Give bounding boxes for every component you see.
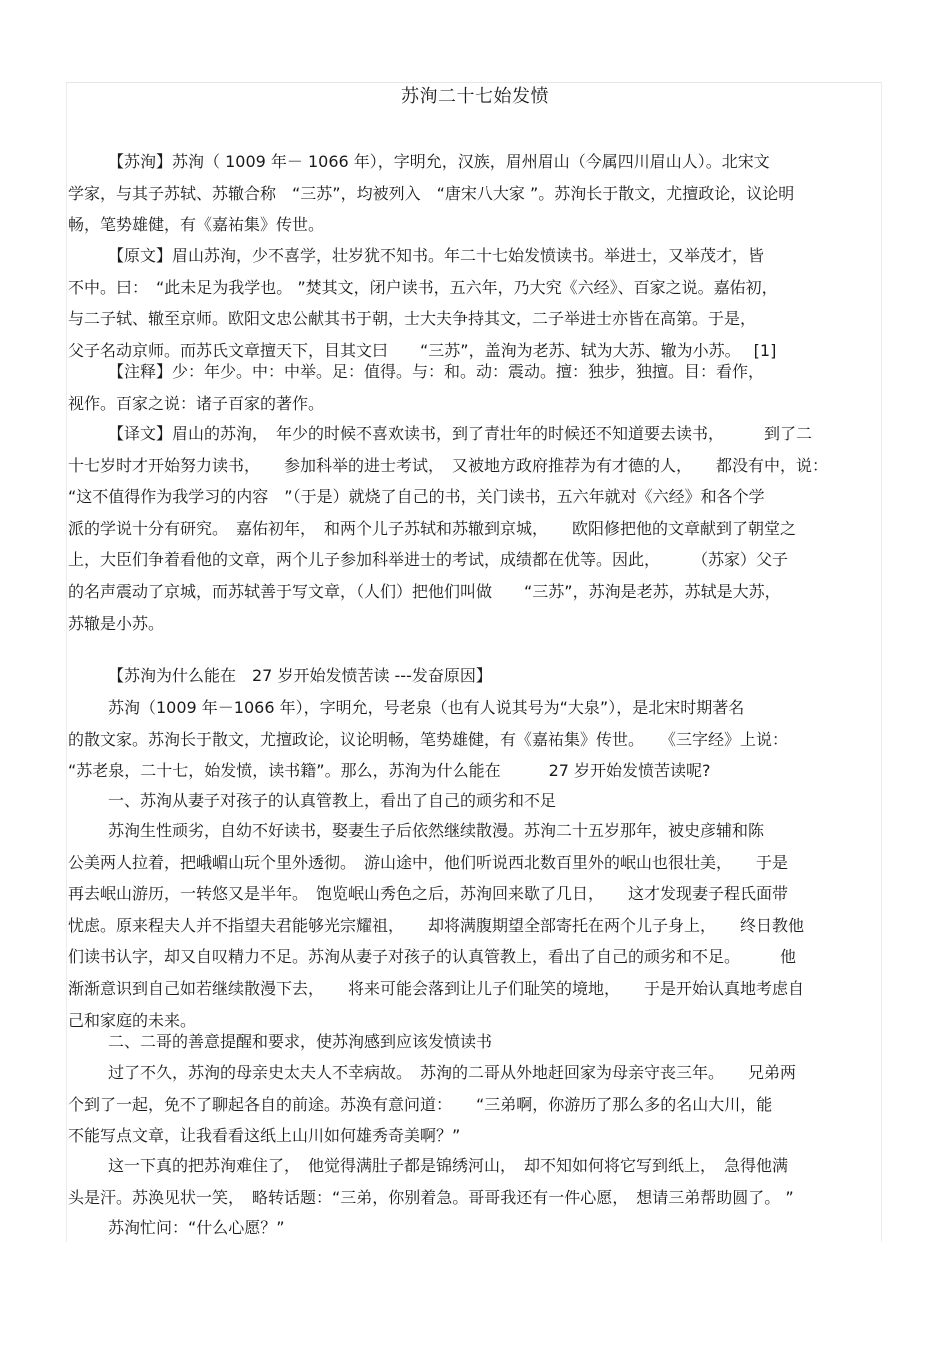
text-line: 这一下真的把苏洵难住了， 他觉得满肚子都是锦绣河山， 却不知如何将它写到纸上， 急得他满 bbox=[108, 1156, 789, 1175]
text-line: 视作。百家之说：诸子百家的著作。 bbox=[68, 393, 325, 413]
text-line: 十七岁时才开始努力读书， 参加科举的进士考试， 又被地方政府推荐为有才德的人， 都没有中，说： bbox=[68, 455, 829, 475]
text-line: 不能写点文章，让我看看这纸上山川如何雄秀奇美啊？” bbox=[68, 1126, 461, 1146]
text-line: 【原文】眉山苏洵，少不喜学，壮岁犹不知书。年二十七始发愤读书。举进士，又举茂才，皆 bbox=[108, 246, 765, 265]
text-line: “苏老泉，二十七，始发愤，读书籍”。那么，苏洵为什么能在 27 岁开始发愤苦读呢? bbox=[68, 761, 711, 781]
text-line: 苏洵生性顽劣，自幼不好读书，娶妻生子后依然继续散漫。苏洵二十五岁那年，被史彦辅和陈 bbox=[108, 821, 765, 840]
paragraph-reason-2 bbox=[68, 1057, 880, 1152]
text-line: 二、二哥的善意提醒和要求，使苏洵感到应该发愤读书 bbox=[108, 1032, 493, 1051]
paragraph-reason-1 bbox=[68, 815, 880, 1036]
paragraph-translation bbox=[68, 418, 880, 639]
text-line: 过了不久，苏洵的母亲史太夫人不幸病故。 苏洵的二哥从外地赶回家为母亲守丧三年。 兄弟两 bbox=[108, 1063, 797, 1082]
text-line: 的名声震动了京城，而苏轼善于写文章，（人们）把他们叫做 “三苏”，苏洵是老苏，苏轼是大苏， bbox=[68, 581, 781, 601]
text-line: 个到了一起，免不了聊起各自的前途。苏涣有意问道： “三弟啊，你游历了那么多的名山大川，能 bbox=[68, 1094, 773, 1114]
paragraph-reason-2-c bbox=[68, 1212, 880, 1244]
text-line: 【苏洵】苏洵（ 1009 年－ 1066 年），字明允，汉族，眉州眉山（今属四川眉山人）。北宋文 bbox=[108, 152, 770, 171]
paragraph-intro bbox=[68, 146, 880, 241]
text-line: 公美两人拉着，把峨嵋山玩个里外透彻。 游山途中，他们听说西北数百里外的岷山也很壮美， 于是 bbox=[68, 852, 789, 872]
text-line: 畅，笔势雄健，有《嘉祐集》传世。 bbox=[68, 215, 325, 235]
section-heading-why bbox=[68, 660, 880, 692]
text-line: 忧虑。原来程夫人并不指望夫君能够光宗耀祖， 却将满腹期望全部寄托在两个儿子身上， 终日教他 bbox=[68, 915, 805, 935]
text-line: 派的学说十分有研究。 嘉佑初年， 和两个儿子苏轼和苏辙到京城， 欧阳修把他的文章献到了朝堂之 bbox=[68, 518, 797, 538]
text-line: 头是汗。苏涣见状一笑， 略转话题：“三弟，你别着急。哥哥我还有一件心愿， 想请三弟帮助圆了。 ” bbox=[68, 1187, 794, 1207]
text-line: 【译文】眉山的苏洵， 年少的时候不喜欢读书，到了青壮年的时候还不知道要去读书， 到了二 bbox=[108, 424, 813, 443]
text-line: 渐渐意识到自己如若继续散漫下去， 将来可能会落到让儿子们耻笑的境地， 于是开始认真地考虑自 bbox=[68, 978, 805, 998]
text-line: 与二子轼、辙至京师。欧阳文忠公献其书于朝，士大夫争持其文，二子举进士亦皆在高第。于是， bbox=[68, 309, 757, 329]
section-heading-reason-2 bbox=[68, 1026, 880, 1058]
text-line: 再去岷山游历，一转悠又是半年。 饱览岷山秀色之后，苏洵回来歇了几日， 这才发现妻子程氏面带 bbox=[68, 884, 789, 904]
text-line: 上，大臣们争着看他的文章，两个儿子参加科举进士的考试，成绩都在优等。因此， （苏家）父子 bbox=[68, 550, 789, 570]
text-line: 的散文家。苏洵长于散文，尤擅政论，议论明畅，笔势雄健，有《嘉祐集》传世。 《三字经》上说： bbox=[68, 729, 789, 749]
text-line: 一、苏洵从妻子对孩子的认真管教上，看出了自己的顽劣和不足 bbox=[108, 791, 557, 810]
paragraph-notes bbox=[68, 356, 880, 419]
paragraph-original bbox=[68, 240, 880, 366]
document-title: 苏洵二十七始发愤 bbox=[401, 86, 549, 107]
text-line: 苏辙是小苏。 bbox=[68, 613, 165, 633]
paragraph-reason-2-b bbox=[68, 1150, 880, 1213]
text-line: 【注释】少：年少。中：中举。足：值得。与：和。动：震动。擅：独步，独擅。目：看作， bbox=[108, 362, 765, 381]
text-line: “这不值得作为我学习的内容 ”（于是）就烧了自己的书，关门读书，五六年就对《六经》和各个学 bbox=[68, 487, 765, 507]
paragraph-why-intro bbox=[68, 692, 880, 787]
text-line: 们读书认字，却又自叹精力不足。苏洵从妻子对孩子的认真管教上，看出了自己的顽劣和不足。 他 bbox=[68, 947, 797, 967]
text-line: 苏洵（1009 年－1066 年），字明允，号老泉（也有人说其号为“大泉”），是北宋时期著名 bbox=[108, 698, 745, 717]
text-line: 不中。曰： “此未足为我学也。 ”焚其文，闭户读书，五六年，乃大究《六经》、百家之说。嘉佑初， bbox=[68, 277, 778, 297]
text-line: 学家，与其子苏轼、苏辙合称 “三苏”，均被列入 “唐宋八大家 ”。苏洵长于散文，尤擅政论，议论明 bbox=[68, 183, 795, 203]
text-line: 【苏洵为什么能在 27 岁开始发愤苦读 ---发奋原因】 bbox=[108, 666, 492, 685]
section-heading-reason-1 bbox=[68, 785, 880, 817]
text-line: 己和家庭的未来。 bbox=[68, 1010, 197, 1030]
text-line: 父子名动京师。而苏氏文章擅天下，目其文曰 “三苏”，盖洵为老苏、轼为大苏、辙为小苏。 [1] bbox=[68, 340, 777, 360]
text-line: 苏洵忙问：“什么心愿？” bbox=[108, 1218, 285, 1237]
